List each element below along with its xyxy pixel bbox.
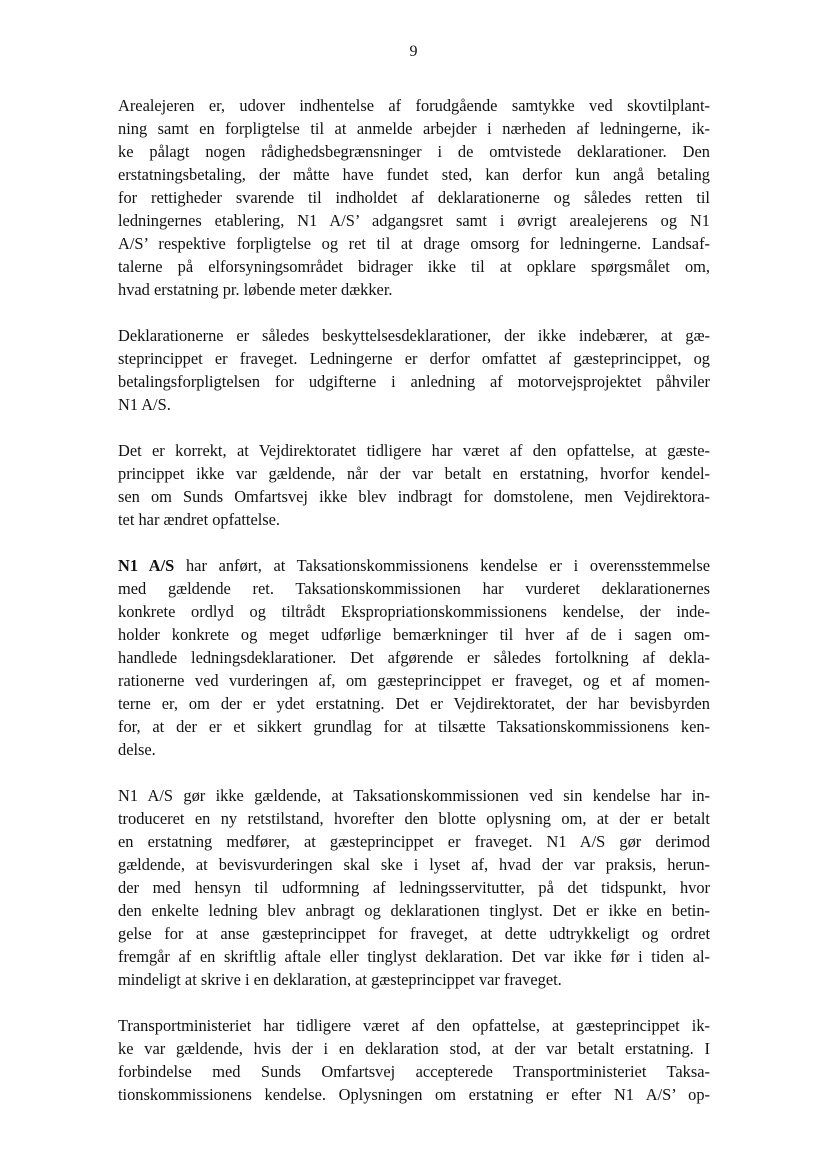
text-line: ledningernes etablering, N1 A/S’ adgangsret samt i øvrigt arealejerens og N1 [118, 211, 710, 230]
text-line: delse. [118, 740, 156, 759]
paragraph-2 [118, 324, 710, 416]
party-name-bold: N1 A/S [118, 556, 175, 575]
text-line: talerne på elforsyningsområdet bidrager ikke til at opklare spørgsmålet om, [118, 257, 710, 276]
text-line: Det er korrekt, at Vejdirektoratet tidligere har været af den opfattelse, at gæste- [118, 441, 710, 460]
text-line: N1 A/S. [118, 395, 171, 414]
text-line: rationerne ved vurderingen af, om gæsteprincippet er fraveget, og et af momen- [118, 671, 710, 690]
text-line: for, at der er et sikkert grundlag for at tilsætte Taksationskommissionens ken- [118, 717, 710, 736]
text-line: Deklarationerne er således beskyttelsesdeklarationer, der ikke indebærer, at gæ- [118, 326, 710, 345]
paragraph-4 [118, 554, 710, 761]
page-number: 9 [409, 43, 418, 60]
text-line: hvad erstatning pr. løbende meter dækker. [118, 280, 393, 299]
text-line: ke var gældende, hvis der i en deklaration stod, at der var betalt erstatning. I [118, 1039, 710, 1058]
text-line: erstatningsbetaling, der måtte have fundet sted, kan derfor kun angå betaling [118, 165, 710, 184]
text-line: holder konkrete og meget udførlige bemærkninger til hver af de i sagen om- [118, 625, 710, 644]
text-line: konkrete ordlyd og tiltrådt Ekspropriationskommissionens kendelse, der inde- [118, 602, 710, 621]
text-line: handlede ledningsdeklarationer. Det afgørende er således fortolkning af dekla- [118, 648, 710, 667]
text-line: for rettigheder svarende til indholdet af deklarationerne og således retten til [118, 188, 710, 207]
text-line: der med hensyn til udformning af ledningsservitutter, på det tidspunkt, hvor [118, 878, 710, 897]
text-line: forbindelse med Sunds Omfartsvej accepterede Transportministeriet Taksa- [118, 1062, 710, 1081]
text-line: med gældende ret. Taksationskommissionen har vurderet deklarationernes [118, 579, 710, 598]
document-body [118, 94, 710, 1129]
text-line: princippet ikke var gældende, når der var betalt en erstatning, hvorfor kendel- [118, 464, 710, 483]
text-line: N1 A/S gør ikke gældende, at Taksationskommissionen ved sin kendelse har in- [118, 786, 710, 805]
text-line: en erstatning medfører, at gæsteprincippet er fraveget. N1 A/S gør derimod [118, 832, 710, 851]
text-line: tionskommissionens kendelse. Oplysningen om erstatning er efter N1 A/S’ op- [118, 1085, 710, 1104]
text-line: gelse for at anse gæsteprincippet for fraveget, at dette udtrykkeligt og ordret [118, 924, 710, 943]
text-line: ke pålagt nogen rådighedsbegrænsninger i de omtvistede deklarationer. Den [118, 142, 710, 161]
text-line: betalingsforpligtelsen for udgifterne i anledning af motorvejsprojektet påhviler [118, 372, 710, 391]
text-line: fremgår af en skriftlig aftale eller tinglyst deklaration. Det var ikke før i tiden al- [118, 947, 710, 966]
text-line: terne er, om der er ydet erstatning. Det er Vejdirektoratet, der har bevisbyrden [118, 694, 710, 713]
text-line: Arealejeren er, udover indhentelse af forudgående samtykke ved skovtilplant- [118, 96, 710, 115]
text-line: mindeligt at skrive i en deklaration, at gæsteprincippet var fraveget. [118, 970, 562, 989]
text-line: ning samt en forpligtelse til at anmelde arbejder i nærheden af ledningerne, ik- [118, 119, 710, 138]
paragraph-6 [118, 1014, 710, 1106]
text-line: steprincippet er fraveget. Ledningerne er derfor omfattet af gæsteprincippet, og [118, 349, 710, 368]
paragraph-1 [118, 94, 710, 301]
paragraph-5 [118, 784, 710, 991]
text-line [118, 554, 710, 577]
text-segment: har anført, at Taksationskommissionens kendelse er i overensstemmelse [174, 556, 710, 575]
paragraph-3 [118, 439, 710, 531]
text-line: tet har ændret opfattelse. [118, 510, 281, 529]
text-line: gældende, at bevisvurderingen skal ske i lyset af, hvad der var praksis, herun- [118, 855, 710, 874]
text-line: troduceret en ny retstilstand, hvorefter den blotte oplysning om, at der er betalt [118, 809, 710, 828]
text-line: sen om Sunds Omfartsvej ikke blev indbragt for domstolene, men Vejdirektora- [118, 487, 710, 506]
text-line: Transportministeriet har tidligere været af den opfattelse, at gæsteprincippet ik- [118, 1016, 710, 1035]
text-line: den enkelte ledning blev anbragt og deklarationen tinglyst. Det er ikke en betin- [118, 901, 710, 920]
text-line: A/S’ respektive forpligtelse og ret til at drage omsorg for ledningerne. Landsaf- [118, 234, 710, 253]
